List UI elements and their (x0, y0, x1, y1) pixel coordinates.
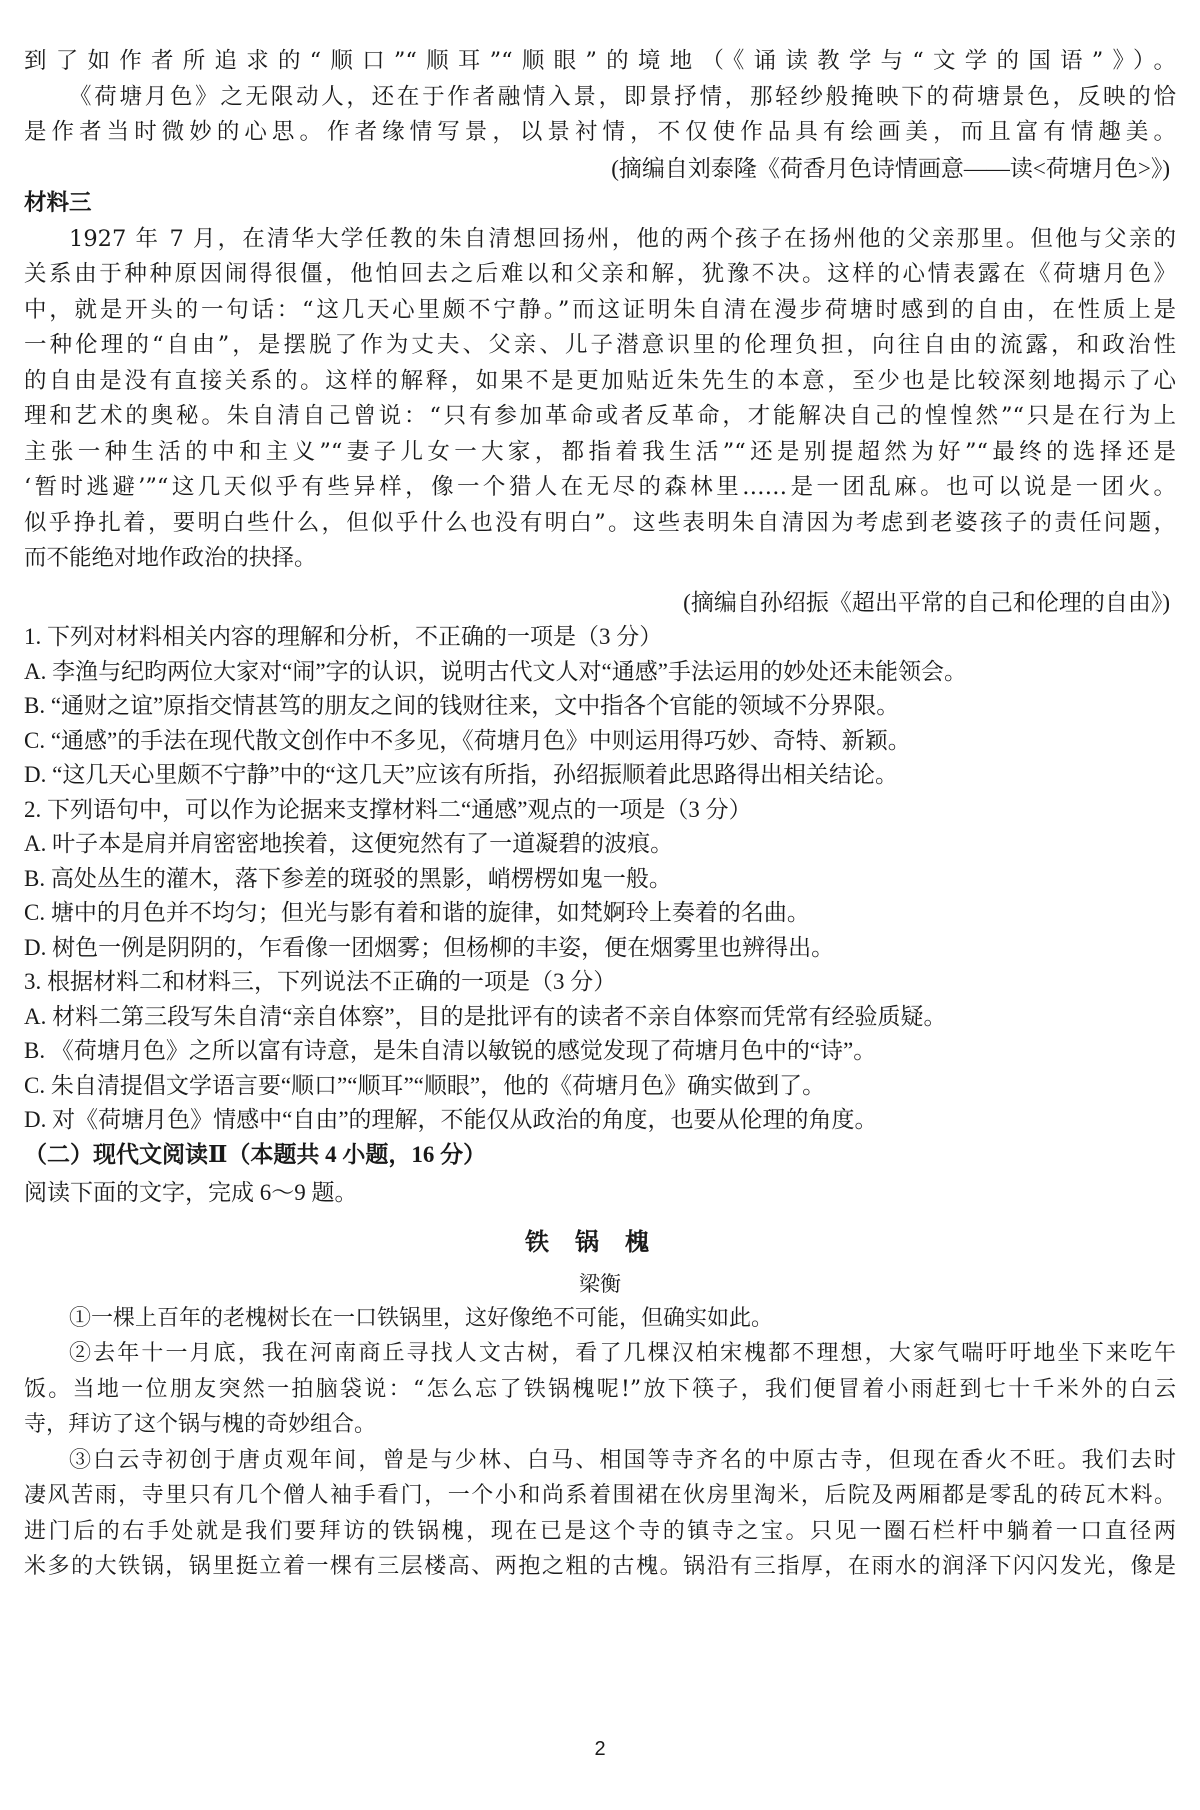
intro-line: 《荷塘月色》之无限动人，还在于作者融情入景，即景抒情，那轻纱般掩映下的荷塘景色，反映的恰 (69, 83, 1176, 110)
question-stem: 2. 下列语句中，可以作为论据来支撑材料二“通感”观点的一项是（3 分） (24, 796, 752, 822)
question-option: A. 李渔与纪昀两位大家对“闹”字的认识，说明古代文人对“通感”手法运用的妙处还未能领会。 (24, 658, 967, 684)
material3-line: 主张一种生活的中和主义”“妻子儿女一大家，都指着我生活”“还是别提超然为好”“最终的选择还是 (24, 438, 1176, 465)
material3-line: 似乎挣扎着，要明白些什么，但似乎什么也没有明白”。这些表明朱自清因为考虑到老婆孩子的责任问题， (24, 509, 1176, 536)
question-option: C. “通感”的手法在现代散文创作中不多见，《荷塘月色》中则运用得巧妙、奇特、新颖。 (24, 727, 911, 753)
question-option: B. 高处丛生的灌木，落下参差的斑驳的黑影，峭楞楞如鬼一般。 (24, 865, 672, 891)
article-title: 铁锅槐 (525, 1226, 675, 1256)
material3-line: 的自由是没有直接关系的。这样的解释，如果不是更加贴近朱先生的本意，至少也是比较深刻地揭示了心 (24, 367, 1176, 394)
article-line: 凄风苦雨，寺里只有几个僧人袖手看门，一个小和尚系着围裙在伙房里淘米，后院及两厢都是零乱的砖瓦木料。 (24, 1483, 1176, 1508)
article-line: 米多的大铁锅，锅里挺立着一棵有三层楼高、两抱之粗的古槐。锅沿有三指厚，在雨水的润泽下闪闪发光，像是 (24, 1554, 1176, 1579)
material3-line: 1927 年 7 月，在清华大学任教的朱自清想回扬州，他的两个孩子在扬州他的父亲那里。但他与父亲的 (69, 225, 1176, 252)
question-stem: 3. 根据材料二和材料三，下列说法不正确的一项是（3 分） (24, 969, 617, 994)
page-number: 2 (594, 1738, 606, 1760)
question-option: B. “通财之谊”原指交情甚笃的朋友之间的钱财往来，文中指各个官能的领域不分界限。 (24, 693, 900, 718)
article-line: ③白云寺初创于唐贞观年间，曾是与少林、白马、相国等寺齐名的中原古寺，但现在香火不旺。我们去时 (69, 1447, 1176, 1473)
question-option: C. 塘中的月色并不均匀；但光与影有着和谐的旋律，如梵婀玲上奏着的名曲。 (24, 900, 810, 925)
intro-line: 到了如作者所追求的“顺口”“顺耳”“顺眼”的境地（《诵读教学与“文学的国语”》）。 (24, 48, 1176, 74)
material3-line: 而不能绝对地作政治的抉择。 (24, 545, 317, 571)
article-line: 进门后的右手处就是我们要拜访的铁锅槐，现在已是这个寺的镇寺之宝。只见一圈石栏杆中躺着一口直径两 (24, 1518, 1176, 1544)
question-option: C. 朱自清提倡文学语言要“顺口”“顺耳”“顺眼”，他的《荷塘月色》确实做到了。 (24, 1072, 826, 1098)
section-heading: （二）现代文阅读Ⅱ（本题共 4 小题，16 分） (24, 1141, 487, 1167)
material3-line: 一种伦理的“自由”，是摆脱了作为丈夫、父亲、儿子潜意识里的伦理负担，向往自由的流露，和政治性 (24, 332, 1176, 358)
section-instruction: 阅读下面的文字，完成 6～9 题。 (24, 1180, 358, 1205)
question-stem: 1. 下列对材料相关内容的理解和分析，不正确的一项是（3 分） (24, 624, 663, 649)
intro-line: 是作者当时微妙的心思。作者缘情写景，以景衬情，不仅使作品具有绘画美，而且富有情趣美。 (24, 119, 1176, 145)
intro-source: (摘编自刘泰隆《荷香月色诗情画意——读<荷塘月色>》) (611, 155, 1170, 181)
article-line: 饭。当地一位朋友突然一拍脑袋说：“怎么忘了铁锅槐呢!”放下筷子，我们便冒着小雨赶到七十千米外的白云 (24, 1376, 1176, 1402)
material3-line: 中，就是开头的一句话：“这几天心里颇不宁静。”而这证明朱自清在漫步荷塘时感到的自由，在性质上是 (24, 296, 1176, 323)
material3-line: 关系由于种种原因闹得很僵，他怕回去之后难以和父亲和解，犹豫不决。这样的心情表露在《荷塘月色》 (24, 261, 1176, 287)
question-option: D. 树色一例是阴阴的，乍看像一团烟雾；但杨柳的丰姿，便在烟雾里也辨得出。 (24, 934, 835, 960)
material3-line: ‘暂时逃避’”“这几天似乎有些异样，像一个猎人在无尽的森林里……是一团乱麻。也可以说是一团火。 (24, 474, 1176, 500)
article-line: 寺，拜访了这个锅与槐的奇妙组合。 (24, 1412, 377, 1437)
material3-line: 理和艺术的奥秘。朱自清自己曾说：“只有参加革命或者反革命，才能解决自己的惶惶然”“只是在行为上 (24, 403, 1176, 429)
article-author: 梁衡 (579, 1271, 621, 1296)
article-line: ②去年十一月底，我在河南商丘寻找人文古树，看了几棵汉柏宋槐都不理想，大家气喘吁吁地坐下来吃午 (69, 1341, 1176, 1366)
question-option: A. 叶子本是肩并肩密密地挨着，这便宛然有了一道凝碧的波痕。 (24, 831, 674, 856)
question-option: B. 《荷塘月色》之所以富有诗意，是朱自清以敏锐的感觉发现了荷塘月色中的“诗”。 (24, 1038, 877, 1063)
question-option: D. 对《荷塘月色》情感中“自由”的理解，不能仅从政治的角度，也要从伦理的角度。 (24, 1107, 878, 1132)
material3-heading: 材料三 (24, 190, 92, 216)
question-option: A. 材料二第三段写朱自清“亲自体察”，目的是批评有的读者不亲自体察而凭常有经验质疑。 (24, 1003, 947, 1029)
article-line: ①一棵上百年的老槐树长在一口铁锅里，这好像绝不可能，但确实如此。 (69, 1305, 774, 1331)
question-option: D. “这几天心里颇不宁静”中的“这几天”应该有所指，孙绍振顺着此思路得出相关结论。 (24, 762, 898, 787)
material3-source: (摘编自孙绍振《超出平常的自己和伦理的自由》) (683, 589, 1170, 615)
